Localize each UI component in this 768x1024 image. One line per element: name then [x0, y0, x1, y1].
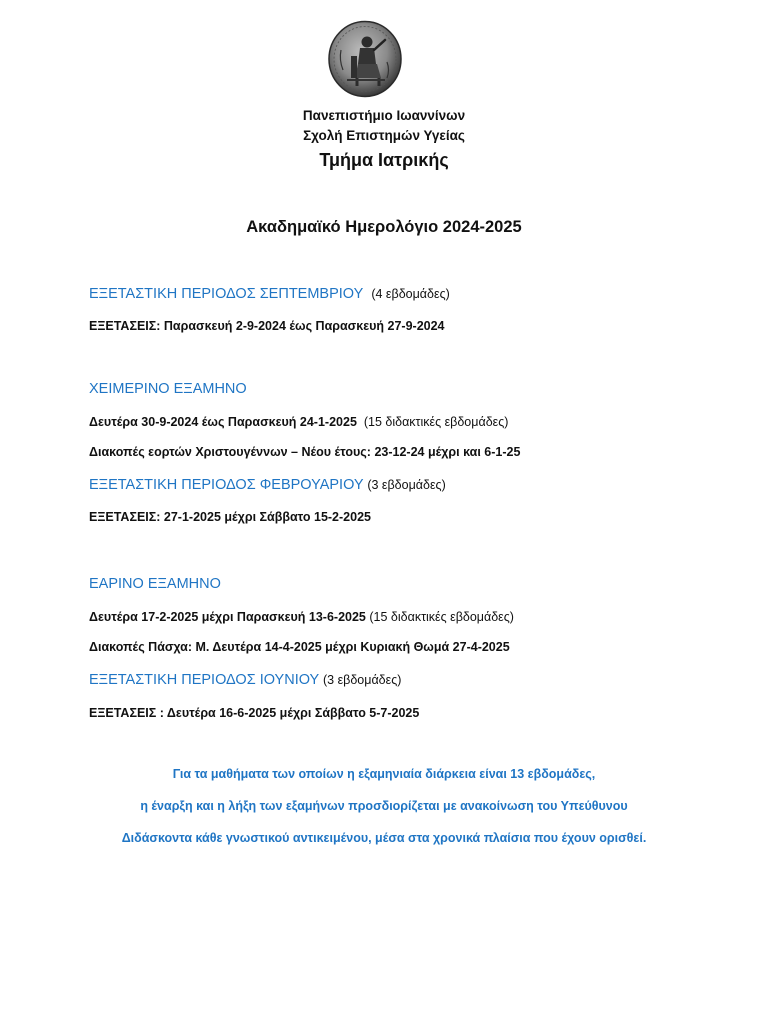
footnote-line-2: η έναρξη και η λήξη των εξαμήνων προσδιορίζεται με ανακοίνωση του Υπεύθυνου [140, 799, 628, 813]
footnote-line-3: Διδάσκοντα κάθε γνωστικού αντικειμένου, μέσα στα χρονικά πλαίσια που έχουν ορισθεί. [121, 831, 647, 845]
university-coin-logo-icon [327, 20, 403, 98]
feb-exams-heading: ΕΞΕΤΑΣΤΙΚΗ ΠΕΡΙΟΔΟΣ ΦΕΒΡΟΥΑΡΙΟΥ [89, 477, 364, 493]
winter-semester-dates-line [89, 415, 508, 429]
easter-holidays: Διακοπές Πάσχα: Μ. Δευτέρα 14-4-2025 μέχρι Κυριακή Θωμά 27-4-2025 [89, 640, 510, 654]
winter-semester-heading: ΧΕΙΜΕΡΙΝΟ ΕΞΑΜΗΝΟ [89, 381, 247, 397]
feb-exams-duration: (3 εβδομάδες) [367, 478, 446, 492]
jun-exams-dates: ΕΞΕΤΑΣΕΙΣ : Δευτέρα 16-6-2025 μέχρι Σάββατο 5-7-2025 [89, 706, 420, 720]
spring-semester-dates-line [89, 610, 514, 624]
department-name: Τμήμα Ιατρικής [319, 150, 449, 170]
winter-semester-dates: Δευτέρα 30-9-2024 έως Παρασκευή 24-1-2025 [89, 415, 357, 429]
spring-semester-weeks: (15 διδακτικές εβδομάδες) [369, 610, 514, 624]
sep-exams-duration: (4 εβδομάδες) [371, 287, 450, 301]
school-name: Σχολή Επιστημών Υγείας [303, 128, 465, 143]
christmas-holidays: Διακοπές εορτών Χριστουγέννων – Νέου έτους: 23-12-24 μέχρι και 6-1-25 [89, 445, 521, 459]
footnote-line-1: Για τα μαθήματα των οποίων η εξαμηνιαία διάρκεια είναι 13 εβδομάδες, [172, 767, 596, 781]
feb-exams-dates: ΕΞΕΤΑΣΕΙΣ: 27-1-2025 μέχρι Σάββατο 15-2-2025 [89, 510, 371, 524]
sep-exams-heading-line [89, 286, 450, 302]
sep-exams-dates: ΕΞΕΤΑΣΕΙΣ: Παρασκευή 2-9-2024 έως Παρασκευή 27-9-2024 [89, 319, 445, 333]
spring-semester-dates: Δευτέρα 17-2-2025 μέχρι Παρασκευή 13-6-2025 [89, 610, 366, 624]
sep-exams-heading: ΕΞΕΤΑΣΤΙΚΗ ΠΕΡΙΟΔΟΣ ΣΕΠΤΕΜΒΡΙΟΥ [89, 286, 364, 302]
jun-exams-heading-line [89, 672, 401, 688]
jun-exams-duration: (3 εβδομάδες) [322, 673, 402, 687]
spring-semester-heading: ΕΑΡΙΝΟ ΕΞΑΜΗΝΟ [89, 576, 221, 592]
document-title: Ακαδημαϊκό Ημερολόγιο 2024-2025 [246, 218, 522, 236]
jun-exams-heading: ΕΞΕΤΑΣΤΙΚΗ ΠΕΡΙΟΔΟΣ ΙΟΥΝΙΟΥ [89, 672, 319, 688]
feb-exams-heading-line [89, 477, 446, 493]
winter-semester-weeks: (15 διδακτικές εβδομάδες) [363, 415, 509, 429]
university-name: Πανεπιστήμιο Ιωαννίνων [302, 108, 466, 123]
